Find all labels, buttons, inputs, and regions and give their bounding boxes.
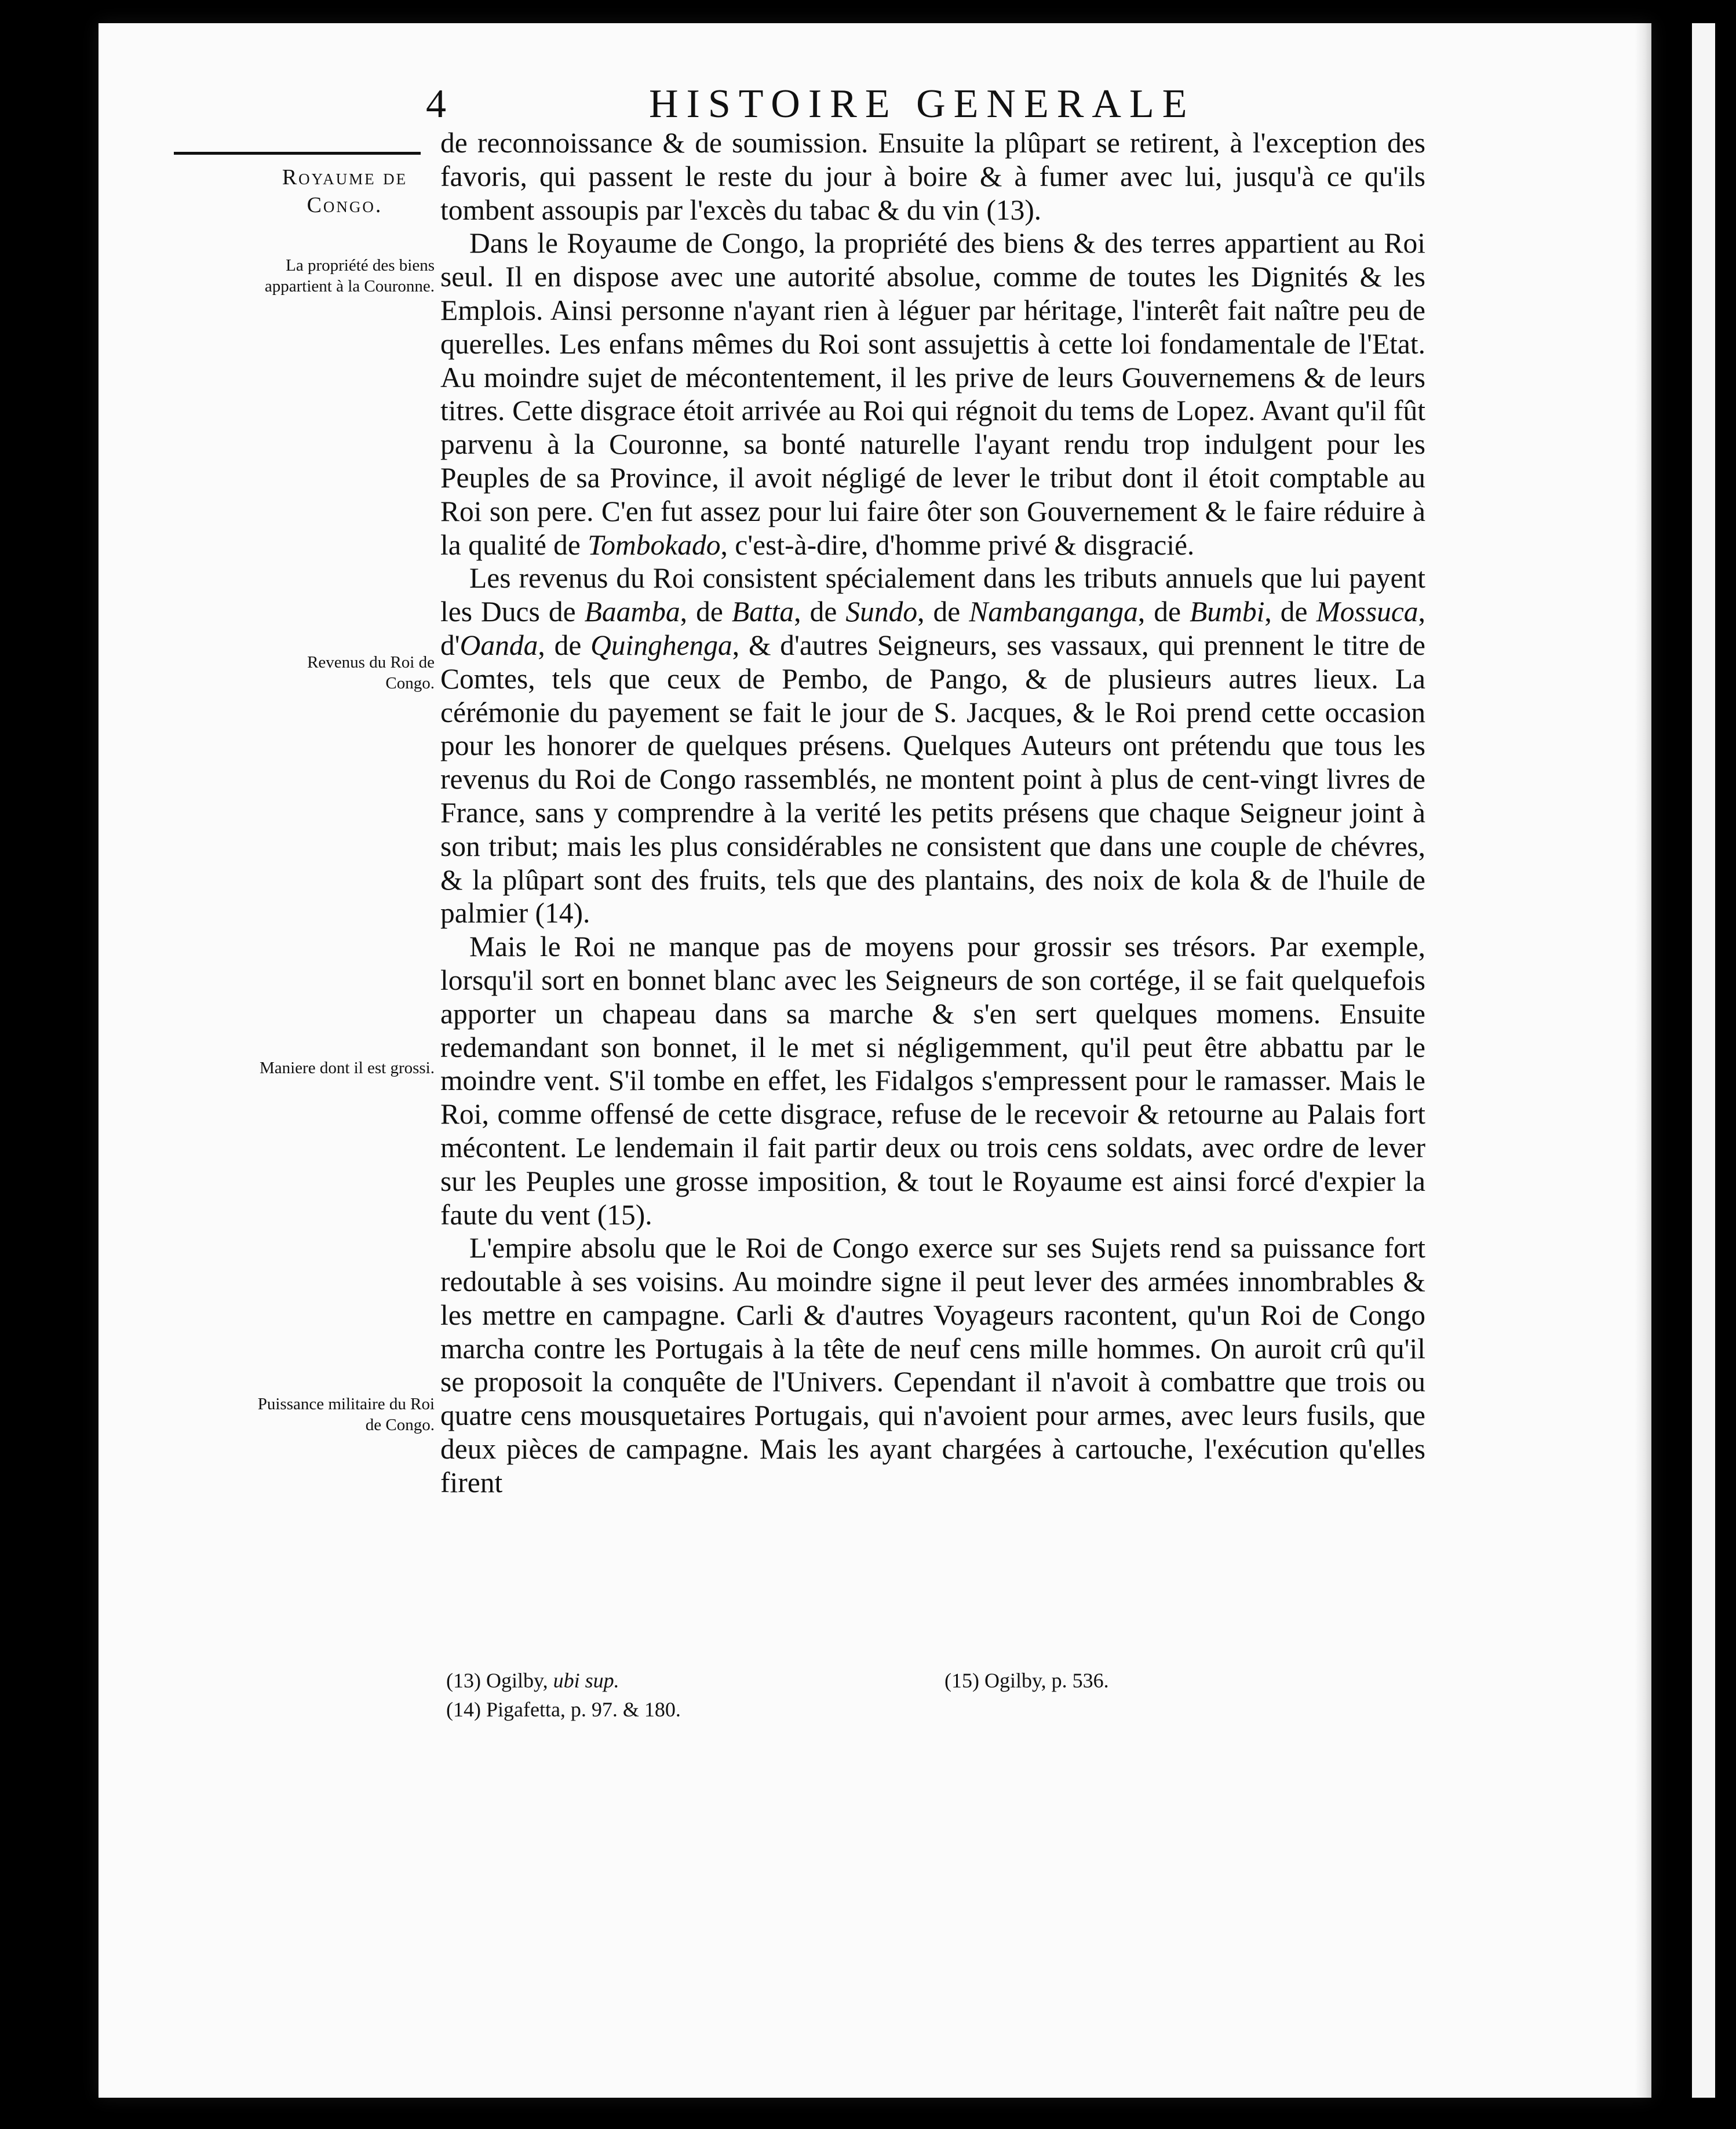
body-paragraph xyxy=(440,562,1425,930)
footnote-13-label: (13) Ogilby, xyxy=(446,1669,553,1692)
italic-place-name: Bumbi xyxy=(1190,596,1265,628)
footnote-15: (15) Ogilby, p. 536. xyxy=(944,1669,1109,1692)
italic-place-name: Baamba xyxy=(584,596,680,628)
margin-rule xyxy=(174,152,421,155)
footnotes-right-column xyxy=(944,1666,1292,1695)
body-paragraph xyxy=(440,930,1425,1231)
italic-place-name: Mossuca xyxy=(1316,596,1418,628)
footnote-13 xyxy=(446,1666,852,1695)
text-segment: , & d'autres Seigneurs, ses vassaux, qui prennent le titre de Comtes, tels que ceux de Pembo, de Pango, & de plusieurs autres lieux. La cérémonie du payement se fait le jour de S. Jacques, & le Roi prend cette occasion pour les honorer de quelques présens. Quelques Auteurs ont prétendu que tous les revenus du Roi de Congo rassemblés, ne montent point à plus de cent-vingt livres de France, sans y comprendre à la verité les petits présens que chaque Seigneur joint à son tribut; mais les plus considérables ne consistent que dans une couple de chévres, & la plûpart sont des fruits, tels que des plantains, des noix de kola & de l'huile de palmier (14). xyxy=(440,629,1425,929)
footnote-14: (14) Pigafetta, p. 97. & 180. xyxy=(446,1698,681,1721)
body-paragraph xyxy=(440,227,1425,562)
text-segment: , de xyxy=(794,596,846,628)
text-segment: , c'est-à-dire, d'homme privé & disgracié. xyxy=(720,528,1195,561)
text-segment: L'empire absolu que le Roi de Congo exerce sur ses Sujets rend sa puissance fort redoutable à ses voisins. Au moindre signe il peut lever des armées innombrables & les mettre en campagne. Carli & d'autres Voyageurs racontent, qu'un Roi de Congo marcha contre les Portugais à la tête de neuf cens mille hommes. On auroit crû qu'il se proposoit la conquête de l'Univers. Cependant il n'avoit à combattre que trois ou quatre cens mousquetaires Portugais, qui n'avoient pour armes, avec leurs fusils, que deux pièces de campagne. Mais les ayant chargées à cartouche, l'exécution qu'elles firent xyxy=(440,1232,1425,1499)
italic-place-name: Nambanganga xyxy=(969,596,1138,628)
footnote-13-ref: ubi sup. xyxy=(553,1669,619,1692)
margin-note-increase: Maniere dont il est grossi. xyxy=(259,1059,435,1077)
text-segment: , de xyxy=(680,596,732,628)
italic-place-name: Tombokado xyxy=(588,528,721,561)
italic-place-name: Batta xyxy=(731,596,794,628)
margin-note-military: Puissance militaire du Roi de Congo. xyxy=(257,1395,435,1434)
italic-place-name: Sundo xyxy=(845,596,918,628)
running-title: HISTOIRE GENERALE xyxy=(649,82,1195,126)
body-text xyxy=(440,126,1425,1500)
text-segment: , de xyxy=(1264,596,1316,628)
footnotes-left-column xyxy=(446,1666,852,1724)
margin-note-revenues: Revenus du Roi de Congo. xyxy=(307,653,435,692)
margin-note-kingdom: Royaume de Congo. xyxy=(282,165,408,217)
text-segment: , d' xyxy=(440,596,1425,661)
margin-note-property: La propriété des biens appartient à la Couronne. xyxy=(264,256,435,296)
page-number: 4 xyxy=(426,82,446,126)
body-paragraph xyxy=(440,126,1425,227)
text-segment: , de xyxy=(917,596,969,628)
italic-place-name: Quinghenga xyxy=(590,629,732,661)
page-edge-shading xyxy=(1635,23,1651,2098)
body-paragraph xyxy=(440,1231,1425,1499)
text-segment: de reconnoissance & de soumission. Ensuite la plûpart se retirent, à l'exception des favoris, qui passent le reste du jour à boire & à fumer avec lui, jusqu'à ce qu'ils tombent assoupis par l'excès du tabac & du vin (13). xyxy=(440,127,1425,226)
text-segment: , de xyxy=(538,629,591,661)
text-segment: Dans le Royaume de Congo, la propriété des biens & des terres appartient au Roi seul. Il en dispose avec une autorité absolue, comme de toutes les Dignités & les Emplois. Ainsi personne n'ayant rien à léguer par héritage, l'interêt fait naître peu de querelles. Les enfans mêmes du Roi sont assujettis à cette loi fondamentale de l'Etat. Au moindre sujet de mécontentement, il les prive de leurs Gouvernemens & de leurs titres. Cette disgrace étoit arrivée au Roi qui régnoit du tems de Lopez. Avant qu'il fût parvenu à la Couronne, sa bonté naturelle l'ayant rendu trop indulgent pour les Peuples de sa Province, il avoit négligé de lever le tribut dont il étoit comptable au Roi son pere. C'en fut assez pour lui faire ôter son Gouvernement & le faire réduire à la qualité de xyxy=(440,227,1425,561)
text-segment: Mais le Roi ne manque pas de moyens pour grossir ses trésors. Par exemple, lorsqu'il sort en bonnet blanc avec les Seigneurs de son cortége, il se fait quelquefois apporter un chapeau dans sa marche & s'en sert quelques momens. Ensuite redemandant son bonnet, il le met si négligemment, qu'il peut être abbattu par le moindre vent. S'il tombe en effet, les Fidalgos s'empressent pour le ramasser. Mais le Roi, comme offensé de cette disgrace, refuse de le recevoir & retourne au Palais fort mécontent. Le lendemain il fait partir deux ou trois cens soldats, avec ordre de lever sur les Peuples une grosse imposition, & tout le Royaume est ainsi forcé d'expier la faute du vent (15). xyxy=(440,931,1425,1231)
text-segment: Les revenus du Roi consistent spécialement dans les tributs annuels que lui payent les Ducs de xyxy=(440,562,1425,628)
italic-place-name: Oanda xyxy=(459,629,538,661)
text-segment: , de xyxy=(1137,596,1190,628)
facing-page-edge xyxy=(1692,23,1715,2098)
